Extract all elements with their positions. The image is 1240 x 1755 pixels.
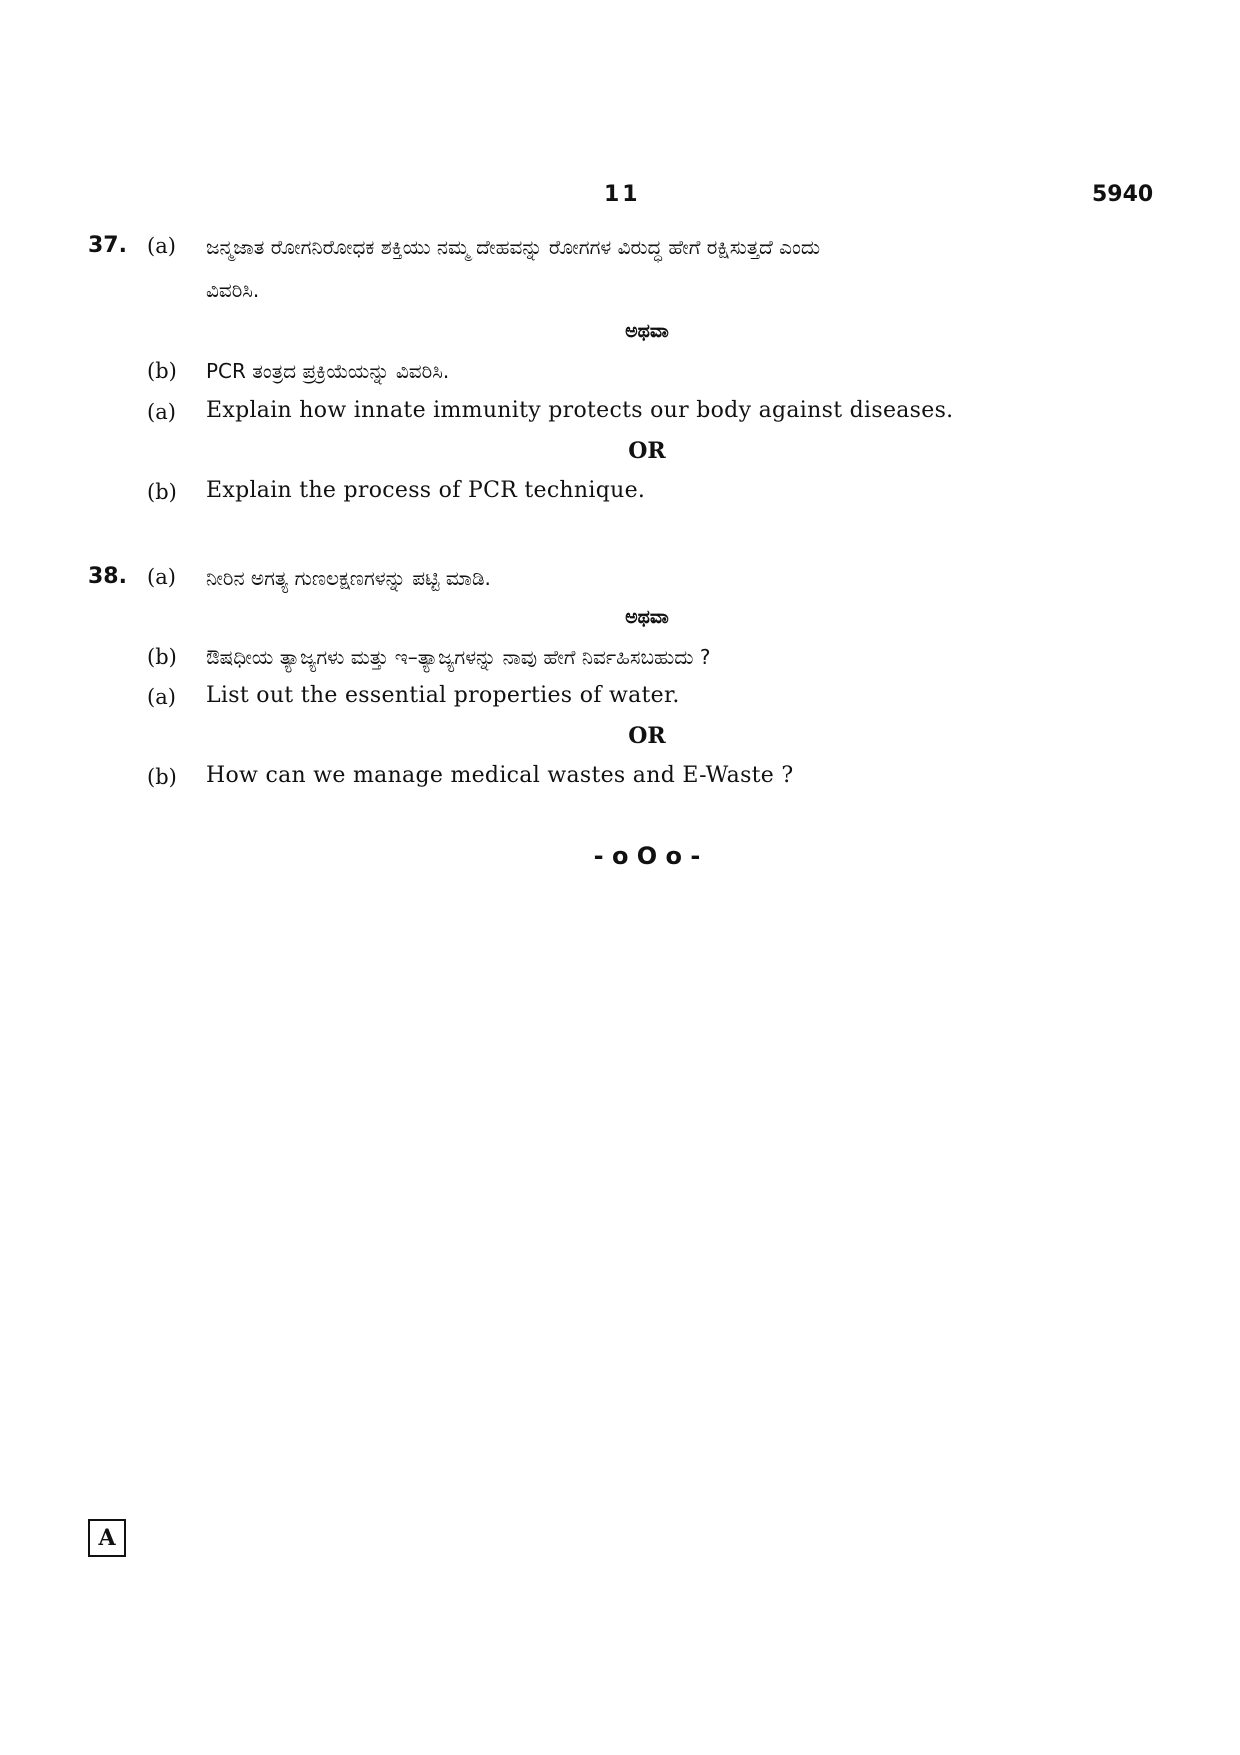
or-kannada: ಅಥವಾ bbox=[625, 320, 669, 342]
question-number: 37. bbox=[88, 233, 127, 258]
question-text-kannada-b: PCR ತಂತ್ರದ ಪ್ರಕ್ರಿಯೆಯನ್ನು ವಿವರಿಸಿ. bbox=[206, 359, 450, 383]
or-english: OR bbox=[628, 723, 666, 749]
option-label: (a) bbox=[147, 685, 176, 709]
question-number: 38. bbox=[88, 564, 127, 589]
paper-code: 5940 bbox=[1092, 182, 1154, 207]
question-text-kannada-b: ಔಷಧೀಯ ತ್ಯಾಜ್ಯಗಳು ಮತ್ತು ಇ–ತ್ಯಾಜ್ಯಗಳನ್ನು ನಾವು ಹೇಗೆ ನಿರ್ವಹಿಸಬಹುದು ? bbox=[206, 645, 711, 669]
question-text-english-b: How can we manage medical wastes and E-Waste ? bbox=[206, 763, 794, 788]
option-label: (b) bbox=[147, 480, 177, 504]
question-text-kannada-a: ನೀರಿನ ಅಗತ್ಯ ಗುಣಲಕ್ಷಣಗಳನ್ನು ಪಟ್ಟಿ ಮಾಡಿ. bbox=[206, 566, 491, 590]
version-box bbox=[88, 1519, 126, 1557]
option-label: (b) bbox=[147, 765, 177, 789]
question-text-english-a: Explain how innate immunity protects our body against diseases. bbox=[206, 398, 954, 423]
question-text-english-b: Explain the process of PCR technique. bbox=[206, 478, 646, 503]
option-label: (a) bbox=[147, 234, 176, 258]
question-text-kannada-a-line1: ಜನ್ಮಜಾತ ರೋಗನಿರೋಧಕ ಶಕ್ತಿಯು ನಮ್ಮ ದೇಹವನ್ನು ರೋಗಗಳ ವಿರುದ್ಧ ಹೇಗೆ ರಕ್ಷಿಸುತ್ತದೆ ಎಂದು bbox=[206, 235, 821, 259]
page-number: 11 bbox=[604, 182, 641, 207]
or-kannada: ಅಥವಾ bbox=[625, 606, 669, 628]
option-label: (a) bbox=[147, 400, 176, 424]
end-mark: - o O o - bbox=[593, 842, 701, 870]
version-label: A bbox=[98, 1525, 116, 1551]
or-english: OR bbox=[628, 438, 666, 464]
question-text-kannada-a-line2: ವಿವರಿಸಿ. bbox=[206, 278, 260, 302]
question-text-english-a: List out the essential properties of water. bbox=[206, 683, 680, 708]
option-label: (b) bbox=[147, 645, 177, 669]
option-label: (a) bbox=[147, 565, 176, 589]
option-label: (b) bbox=[147, 359, 177, 383]
